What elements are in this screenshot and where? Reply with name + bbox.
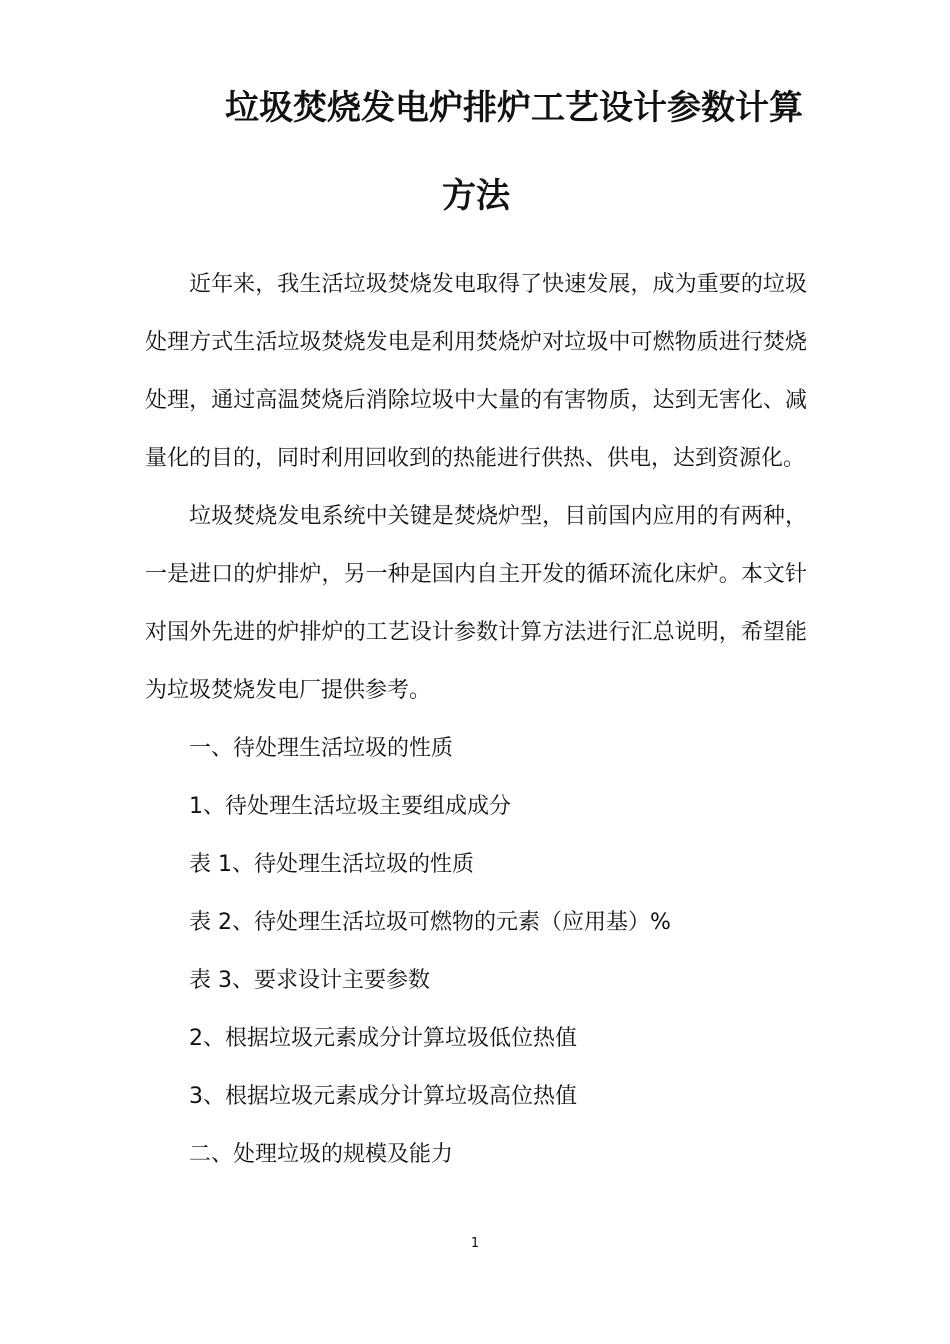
section-heading-1: 一、待处理生活垃圾的性质 xyxy=(189,736,454,761)
subsection-heading-2: 2、根据垃圾元素成分计算垃圾低位热值 xyxy=(189,1026,577,1051)
table-caption-1: 表 1、待处理生活垃圾的性质 xyxy=(189,852,474,877)
intro-paragraph: 近年来，我生活垃圾焚烧发电取得了快速发展，成为重要的垃圾处理方式生活垃圾焚烧发电是利用焚烧炉对垃圾中可燃物质进行焚烧处理，通过高温焚烧后消除垃圾中大量的有害物质，达到无害化、减量化的目的，同时利用回收到的热能进行供热、供电，达到资源化。 xyxy=(145,272,807,471)
body-paragraph: 垃圾焚烧发电系统中关键是焚烧炉型，目前国内应用的有两种，一是进口的炉排炉，另一种是国内自主开发的循环流化床炉。本文针对国外先进的炉排炉的工艺设计参数计算方法进行汇总说明，希望能为垃圾焚烧发电厂提供参考。 xyxy=(145,504,807,703)
page-number: 1 xyxy=(470,1236,480,1251)
subsection-heading-3: 3、根据垃圾元素成分计算垃圾高位热值 xyxy=(189,1084,577,1109)
section-heading-2: 二、处理垃圾的规模及能力 xyxy=(189,1142,454,1167)
document-title-line-1: 垃圾焚烧发电炉排炉工艺设计参数计算 xyxy=(225,88,803,128)
subsection-heading-1: 1、待处理生活垃圾主要组成成分 xyxy=(189,794,511,819)
table-caption-2: 表 2、待处理生活垃圾可燃物的元素（应用基）% xyxy=(189,910,671,935)
document-title-line-2: 方法 xyxy=(442,176,510,216)
table-caption-3: 表 3、要求设计主要参数 xyxy=(189,968,430,993)
